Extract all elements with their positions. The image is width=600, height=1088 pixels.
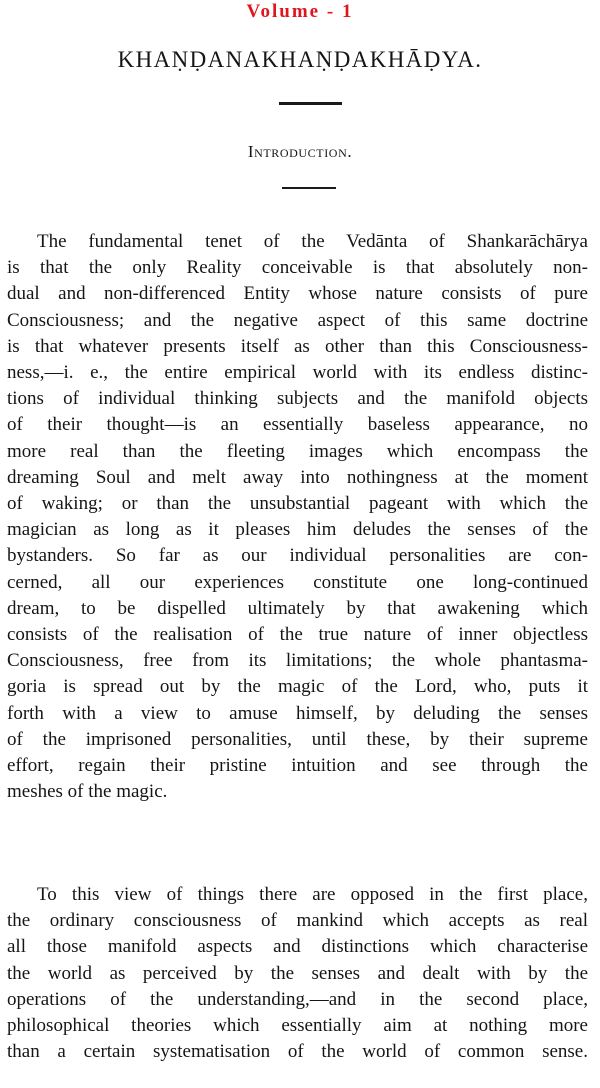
section-title: Introduction. — [247, 142, 353, 161]
text-line: tions of individual thinking subjects and the manifold objects — [7, 388, 588, 410]
volume-label: Volume - 1 — [246, 1, 354, 22]
text-line: bystanders. So far as our individual personalities are con- — [7, 545, 588, 567]
text-line: of waking; or than the unsubstantial pageant with which the — [7, 493, 588, 515]
paragraph-2 — [7, 882, 588, 1065]
text-line: The fundamental tenet of the Vedānta of Shankarāchārya — [37, 231, 588, 252]
text-line: the world as perceived by the senses and dealt with by the — [7, 962, 588, 984]
text-line: dual and non-differenced Entity whose nature consists of pure — [7, 283, 588, 305]
text-line: meshes of the magic. — [7, 781, 168, 803]
text-line: forth with a view to amuse himself, by deluding the senses — [7, 702, 588, 724]
text-line: philosophical theories which essentially aim at nothing more — [7, 1015, 588, 1037]
text-line: Consciousness; and the negative aspect of this same doctrine — [7, 309, 588, 331]
text-line: Consciousness, free from its limitations; the whole phantasma- — [7, 650, 588, 672]
text-line: To this view of things there are opposed in the first place, — [37, 884, 588, 905]
text-line: effort, regain their pristine intuition and see through the — [7, 755, 588, 777]
text-line: cerned, all our experiences constitute one long-continued — [7, 571, 588, 593]
text-line: of their thought—is an essentially baseless appearance, no — [7, 414, 588, 436]
title-divider-bottom — [282, 187, 336, 189]
text-line: is that the only Reality conceivable is that absolutely non- — [7, 257, 588, 279]
paragraph-1 — [7, 229, 588, 805]
text-line: ness,—i. e., the entire empirical world with its endless distinc- — [7, 362, 588, 384]
book-title: KHAṆḌANAKHAṆḌAKHĀḌYA. — [117, 47, 483, 72]
text-line: goria is spread out by the magic of the Lord, who, puts it — [7, 676, 588, 698]
text-line: the ordinary consciousness of mankind which accepts as real — [7, 910, 588, 932]
text-line: consists of the realisation of the true nature of inner objectless — [7, 624, 588, 646]
text-line: is that whatever presents itself as other than this Consciousness- — [7, 335, 588, 357]
text-line: than a certain systematisation of the world of common sense. — [7, 1041, 588, 1063]
text-line: operations of the understanding,—and in the second place, — [7, 988, 588, 1010]
text-line: all those manifold aspects and distinctions which characterise — [7, 936, 588, 958]
text-line: dreaming Soul and melt away into nothingness at the moment — [7, 466, 588, 488]
title-divider-top — [279, 102, 342, 105]
text-line: magician as long as it pleases him deludes the senses of the — [7, 519, 588, 541]
text-line: more real than the fleeting images which encompass the — [7, 440, 588, 462]
text-line: dream, to be dispelled ultimately by that awakening which — [7, 597, 588, 619]
text-line: of the imprisoned personalities, until these, by their supreme — [7, 728, 588, 750]
